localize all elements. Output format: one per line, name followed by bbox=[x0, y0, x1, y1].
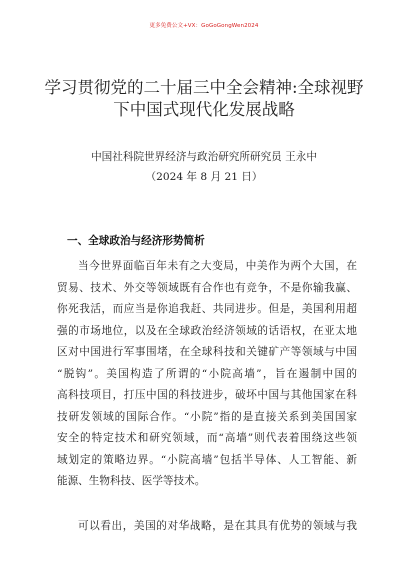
section-heading: 一、全球政治与经济形势简析 bbox=[67, 235, 205, 247]
paragraph-line: 域划定的策略边界。“小院高墙”包括半导体、人工智能、新 bbox=[57, 453, 357, 466]
date-line: （2024 年 8 月 21 日） bbox=[145, 171, 263, 183]
paragraph-line: 技研发领域的国际合作。“小院”指的是直接关系到美国国家 bbox=[57, 410, 357, 423]
paragraph-line: “脱钩”。美国构造了所谓的“小院高墙”，旨在遏制中国的 bbox=[57, 367, 357, 380]
body-paragraph bbox=[57, 256, 357, 493]
paragraph-line: 你死我活，而应当是你追我赶、共同进步。但是，美国利用超 bbox=[57, 303, 357, 315]
watermark-text: 更多免费公文+VX：GoGoGongWen2024 bbox=[149, 23, 259, 29]
paragraph-line: 区对中国进行军事围堵，在全球科技和关键矿产等领域与中国 bbox=[57, 346, 357, 358]
author-line: 中国社科院世界经济与政治研究所研究员 王永中 bbox=[91, 151, 317, 163]
paragraph-line: 强的市场地位，以及在全球政治经济领域的话语权，在亚太地 bbox=[57, 324, 357, 337]
paragraph-line: 可以看出，美国的对华战略，是在其具有优势的领域与我 bbox=[78, 520, 357, 532]
paragraph-line: 能源、生物科技、医学等技术。 bbox=[57, 475, 206, 487]
document-title bbox=[40, 77, 368, 121]
paragraph-line: 贸易、技术、外交等领域既有合作也有竞争，不是你输我赢、 bbox=[57, 281, 357, 294]
title-line: 学习贯彻党的二十届三中全会精神:全球视野 bbox=[44, 78, 364, 97]
body-paragraph bbox=[57, 516, 357, 538]
paragraph-line: 当今世界面临百年未有之大变局，中美作为两个大国，在 bbox=[78, 260, 357, 272]
paragraph-line: 高科技项目，打压中国的科技进步，破坏中国与其他国家在科 bbox=[57, 389, 357, 401]
paragraph-line: 安全的特定技术和研究领域，而“高墙”则代表着围绕这些领 bbox=[57, 432, 357, 444]
title-line: 下中国式现代化发展战略 bbox=[113, 100, 295, 119]
